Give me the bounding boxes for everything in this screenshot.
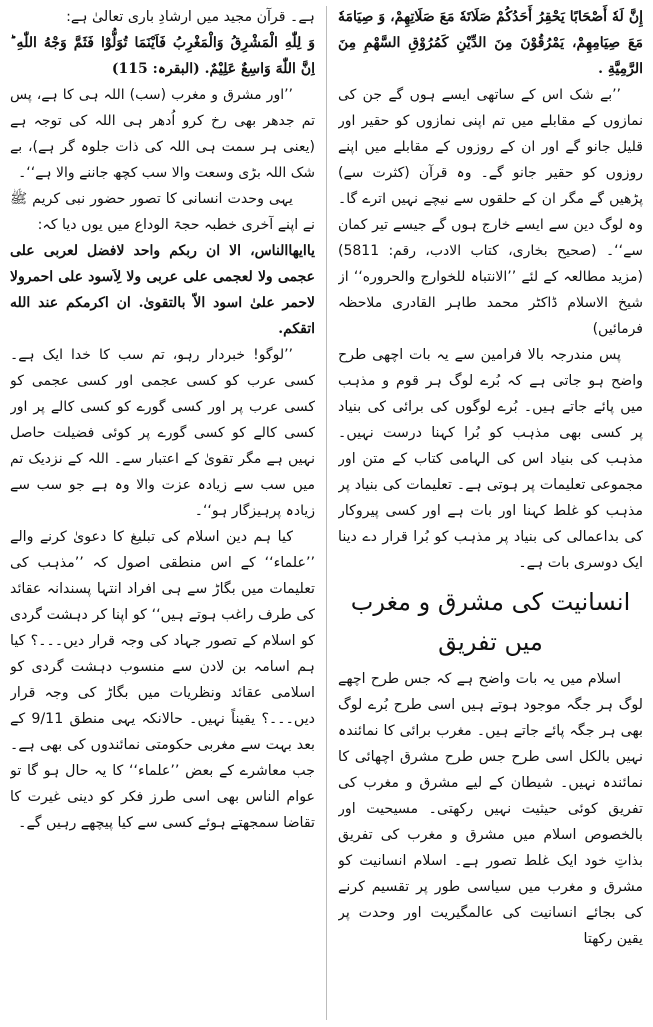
quran-verse-arabic: وَ لِلّٰهِ الْمَشْرِقُ وَالْمَغْرِبُ فَاَيْنَمَا تُوَلُّوْا فَثَمَّ وَجْهُ اللّٰهِ ؕ اِنَّ اللّٰهَ وَاسِعٌ عَلِيْمٌ. (البقرہ: 115) <box>10 35 315 77</box>
body-paragraph: اسلام میں یہ بات واضح ہے کہ جس طرح اچھے لوگ ہر جگہ موجود ہوتے ہیں اسی طرح بُرے لوگ بھی ہر جگہ پائے جاتے ہیں۔ مغرب برائی کا نمائندہ نہیں بالکل اسی طرح جس طرح مشرق اچھائی کا نمائندہ نہیں۔ شیطان کے لیے مشرق و مغرب کی تفریق کوئی حیثیت نہیں رکھتی۔ مسیحیت اور بالخصوص اسلام میں مشرق و مغرب کی تفریق بذاتِ خود ایک غلط تصور ہے۔ اسلام انسانیت کو مشرق و مغرب میں سیاسی طور پر تقسیم کرنے کی بجائے انسانیت کی عالمگیریت اور وحدت پر یقین رکھتا <box>338 671 643 947</box>
sermon-arabic-text: یاایھاالناس، الا ان ربکم واحد لافضل لعربی علی عجمی ولا لعجمی علی عربی ولا لِاَسود علی احمرولا لاحمر علیٰ اسود الاّ بالتقویٰ. ان اکرمکم عند الله اتقکم. <box>10 243 315 337</box>
body-paragraph: یہی وحدت انسانی کا تصور حضور نبی کریم ﷺ نے اپنے آخری خطبہ حجۃ الوداع میں یوں دیا کہ: <box>10 191 315 233</box>
sermon-translation: ’’لوگو! خبردار رہو، تم سب کا خدا ایک ہے۔ کسی عرب کو کسی عجمی اور کسی عجمی کو کسی عرب پر اور کسی گورے کو کسی کالے پر اور کسی کالے کو کسی گورے پر کوئی فضیلت حاصل نہیں ہے مگر تقویٰ کے اعتبار سے۔ اللہ کے نزدیک تم میں سب سے زیادہ عزت والا وہ ہے جو سب سے زیادہ پرہیزگار ہو‘‘۔ <box>10 347 315 519</box>
hadith-arabic-text: إِنَّ لَهٗ أَصْحَابًا يَحْقِرُ أَحَدُكُمْ صَلَاتَهٗ مَعَ صَلَاتِهِمْ، وَ صِيَامَهٗ مَعَ صِيَامِهِمْ، يَمْرُقُوْنَ مِنَ الدِّيْنِ كَمُرُوْقِ السَّهْمِ مِنَ الرَّمِيَّةِ . <box>338 9 643 77</box>
right-column <box>338 4 643 1022</box>
body-paragraph: پس مندرجہ بالا فرامین سے یہ بات اچھی طرح واضح ہو جاتی ہے کہ بُرے لوگ ہر قوم و مذہب میں پائے جاتے ہیں۔ بُرے لوگوں کی برائی کی بنیاد پر کسی بھی مذہب کو بُرا کہنا درست نہیں۔ مذہب کی بنیاد اس کی الہامی کتاب کے متن اور مجموعی تعلیمات پر ہوتی ہے۔ تعلیمات کی بنیاد پر مذہب کو غلط کہنا اور بات ہے اور کسی پیروکار کی بداعمالی کی بنیاد پر مذہب کو بُرا قرار دے دینا ایک دوسری بات ہے۔ <box>338 347 643 571</box>
body-paragraph: ہے۔ قرآن مجید میں ارشادِ باری تعالیٰ ہے: <box>66 9 315 25</box>
left-column <box>10 4 315 1022</box>
body-paragraph: کیا ہم دین اسلام کی تبلیغ کا دعویٰ کرنے والے ’’علماء‘‘ کے اس منطقی اصول کہ ’’مذہب کی تعلیمات میں بگاڑ سے ہی افراد انتہا پسندانہ عقائد کی طرف راغب ہوتے ہیں‘‘ کو اپنا کر دہشت گردی کو اسلام کے تصور جہاد کی وجہ قرار دیں۔۔۔؟ کیا ہم اسامہ بن لادن سے منسوب دہشت گردی کو اسلامی عقائد ونظریات میں بگاڑ کی وجہ قرار دیں۔۔۔؟ یقیناً نہیں۔ حالانکہ یہی منطق 9/11 کے بعد بہت سے مغربی حکومتی نمائندوں کی بھی ہے۔ جب معاشرے کے بعض ’’علماء‘‘ کا یہ حال ہو گا تو عوام الناس بھی اسی طرز فکر کو دینی غیرت کا تقاضا سمجھتے ہوئے کسی سے کیا پیچھے رہیں گے۔ <box>10 529 315 831</box>
quran-verse-translation: ’’اور مشرق و مغرب (سب) اللہ ہی کا ہے، پس تم جدھر بھی رخ کرو اُدھر ہی اللہ کی توجہ ہے (یعنی ہر سمت ہی اللہ کی ذات جلوہ گر ہے)، بے شک اللہ بڑی وسعت والا سب کچھ جاننے والا ہے‘‘۔ <box>10 87 315 181</box>
section-heading: انسانیت کی مشرق و مغرب میں تفریق <box>350 588 631 656</box>
hadith-translation: ’’بے شک اس کے ساتھی ایسے ہوں گے جن کی نمازوں کے مقابلے میں تم اپنی نمازوں کو حقیر اور قلیل جانو گے اور ان کے روزوں کے مقابلے میں اپنے روزوں کو حقیر جانو گے۔ وہ قرآن (کثرت سے) پڑھیں گے مگر ان کے حلقوں سے نیچے نہیں اترے گا۔ وہ لوگ دین سے ایسے خارج ہوں گے جیسے تیر کمان سے‘‘۔ (صحیح بخاری، کتاب الادب، رقم: 5811) (مزید مطالعہ کے لئے ’’الانتباہ للخوارج والحروره‘‘ از شیخ الاسلام ڈاکٹر محمد طاہر القادری ملاحظہ فرمائیں) <box>338 87 643 337</box>
column-divider <box>326 6 327 1020</box>
